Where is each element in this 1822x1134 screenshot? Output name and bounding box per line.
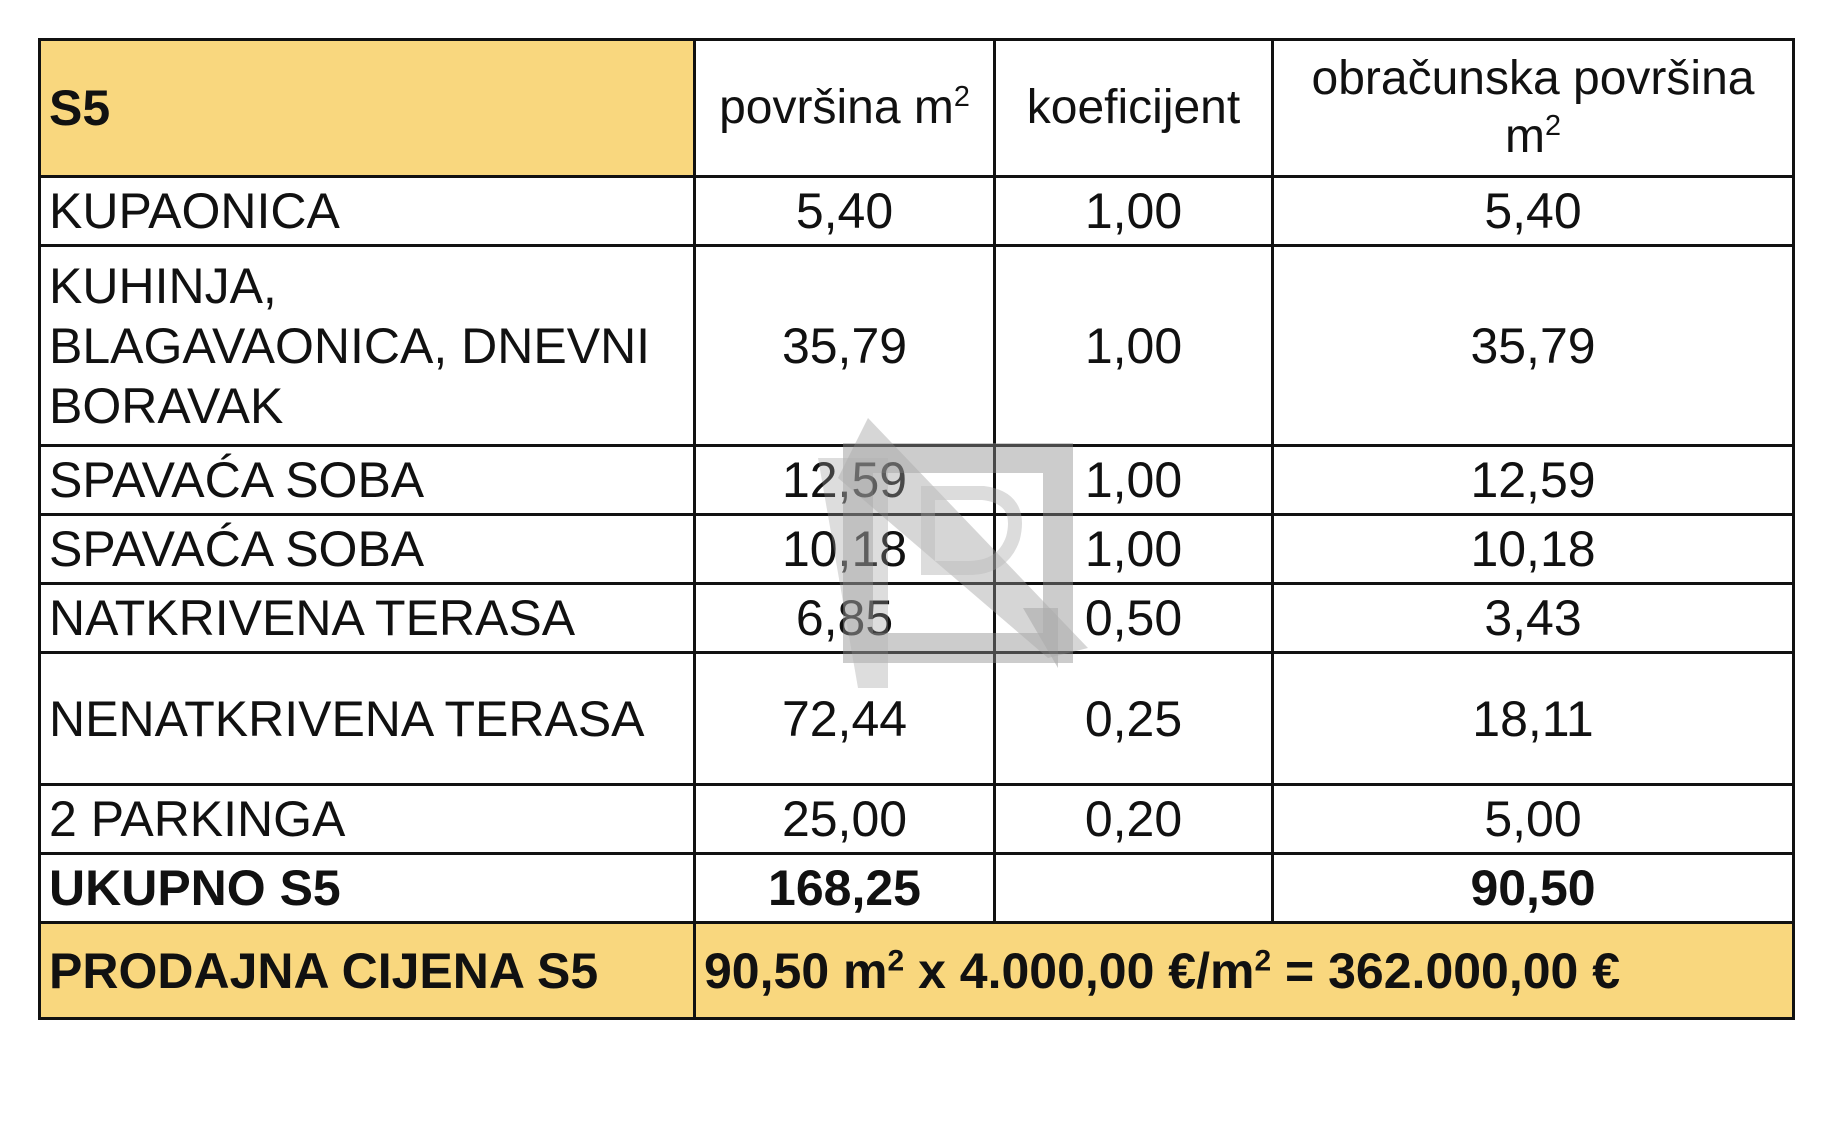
area-cell: 12,59	[695, 446, 995, 515]
table-row	[40, 785, 1794, 854]
column-header-calc-area	[1273, 40, 1794, 177]
price-row	[40, 923, 1794, 1019]
coefficient-cell: 0,25	[995, 653, 1273, 785]
coefficient-cell: 1,00	[995, 246, 1273, 446]
room-name-line: BORAVAK	[49, 377, 284, 434]
coefficient-cell: 1,00	[995, 515, 1273, 584]
room-name: 2 PARKINGA	[49, 791, 346, 847]
room-name: KUPAONICA	[49, 183, 340, 239]
table-row	[40, 653, 1794, 785]
table-row	[40, 515, 1794, 584]
price-formula-sup: 2	[887, 943, 905, 977]
price-formula-rate: x 4.000,00 €/m	[904, 942, 1255, 999]
table-row	[40, 584, 1794, 653]
area-cell: 35,79	[695, 246, 995, 446]
room-name: SPAVAĆA SOBA	[49, 452, 425, 508]
calc-area-header-sup: 2	[1544, 110, 1561, 142]
calc-area-cell: 35,79	[1273, 246, 1794, 446]
calc-area-cell: 3,43	[1273, 584, 1794, 653]
table-row	[40, 177, 1794, 246]
total-coefficient	[995, 854, 1273, 923]
calc-area-header-unit: m	[1505, 110, 1545, 163]
room-name-cell	[40, 177, 695, 246]
table-row	[40, 246, 1794, 446]
calc-area-cell: 10,18	[1273, 515, 1794, 584]
total-area: 168,25	[695, 854, 995, 923]
total-calc-area: 90,50	[1273, 854, 1794, 923]
unit-title: S5	[40, 40, 695, 177]
area-header-label: površina m	[719, 81, 954, 135]
area-cell: 6,85	[695, 584, 995, 653]
price-label: PRODAJNA CIJENA S5	[40, 923, 695, 1019]
area-cell: 10,18	[695, 515, 995, 584]
area-header-sup: 2	[953, 81, 970, 114]
price-sheet	[38, 38, 1792, 1020]
coefficient-cell: 1,00	[995, 446, 1273, 515]
area-cell: 25,00	[695, 785, 995, 854]
price-formula-result: = 362.000,00 €	[1271, 942, 1621, 999]
column-header-coefficient	[995, 40, 1273, 177]
room-name-cell	[40, 246, 695, 446]
header-row	[40, 40, 1794, 177]
unit-area-table	[38, 38, 1795, 1020]
room-name-line: BLAGAVAONICA, DNEVNI	[49, 317, 651, 374]
room-name: SPAVAĆA SOBA	[49, 521, 425, 577]
calc-area-cell: 5,40	[1273, 177, 1794, 246]
area-cell: 5,40	[695, 177, 995, 246]
price-formula-sup: 2	[1254, 943, 1272, 977]
coefficient-cell: 0,20	[995, 785, 1273, 854]
room-name: NATKRIVENA TERASA	[49, 590, 576, 646]
total-label: UKUPNO S5	[40, 854, 695, 923]
calc-area-cell: 18,11	[1273, 653, 1794, 785]
column-header-area	[695, 40, 995, 177]
room-name-cell	[40, 785, 695, 854]
coefficient-cell: 1,00	[995, 177, 1273, 246]
calc-area-cell: 5,00	[1273, 785, 1794, 854]
calc-area-header-label: obračunska površina	[1311, 52, 1755, 106]
calc-area-cell: 12,59	[1273, 446, 1794, 515]
coefficient-header-label: koeficijent	[1026, 81, 1241, 135]
price-formula-area: 90,50 m	[704, 942, 888, 999]
room-name-cell	[40, 584, 695, 653]
coefficient-cell: 0,50	[995, 584, 1273, 653]
room-name: NENATKRIVENA TERASA	[49, 690, 645, 747]
area-cell: 72,44	[695, 653, 995, 785]
room-name-cell	[40, 446, 695, 515]
table-row	[40, 446, 1794, 515]
price-formula	[695, 923, 1794, 1019]
room-name-line: KUHINJA,	[49, 257, 277, 314]
total-row	[40, 854, 1794, 923]
room-name-cell	[40, 653, 695, 785]
room-name-cell	[40, 515, 695, 584]
